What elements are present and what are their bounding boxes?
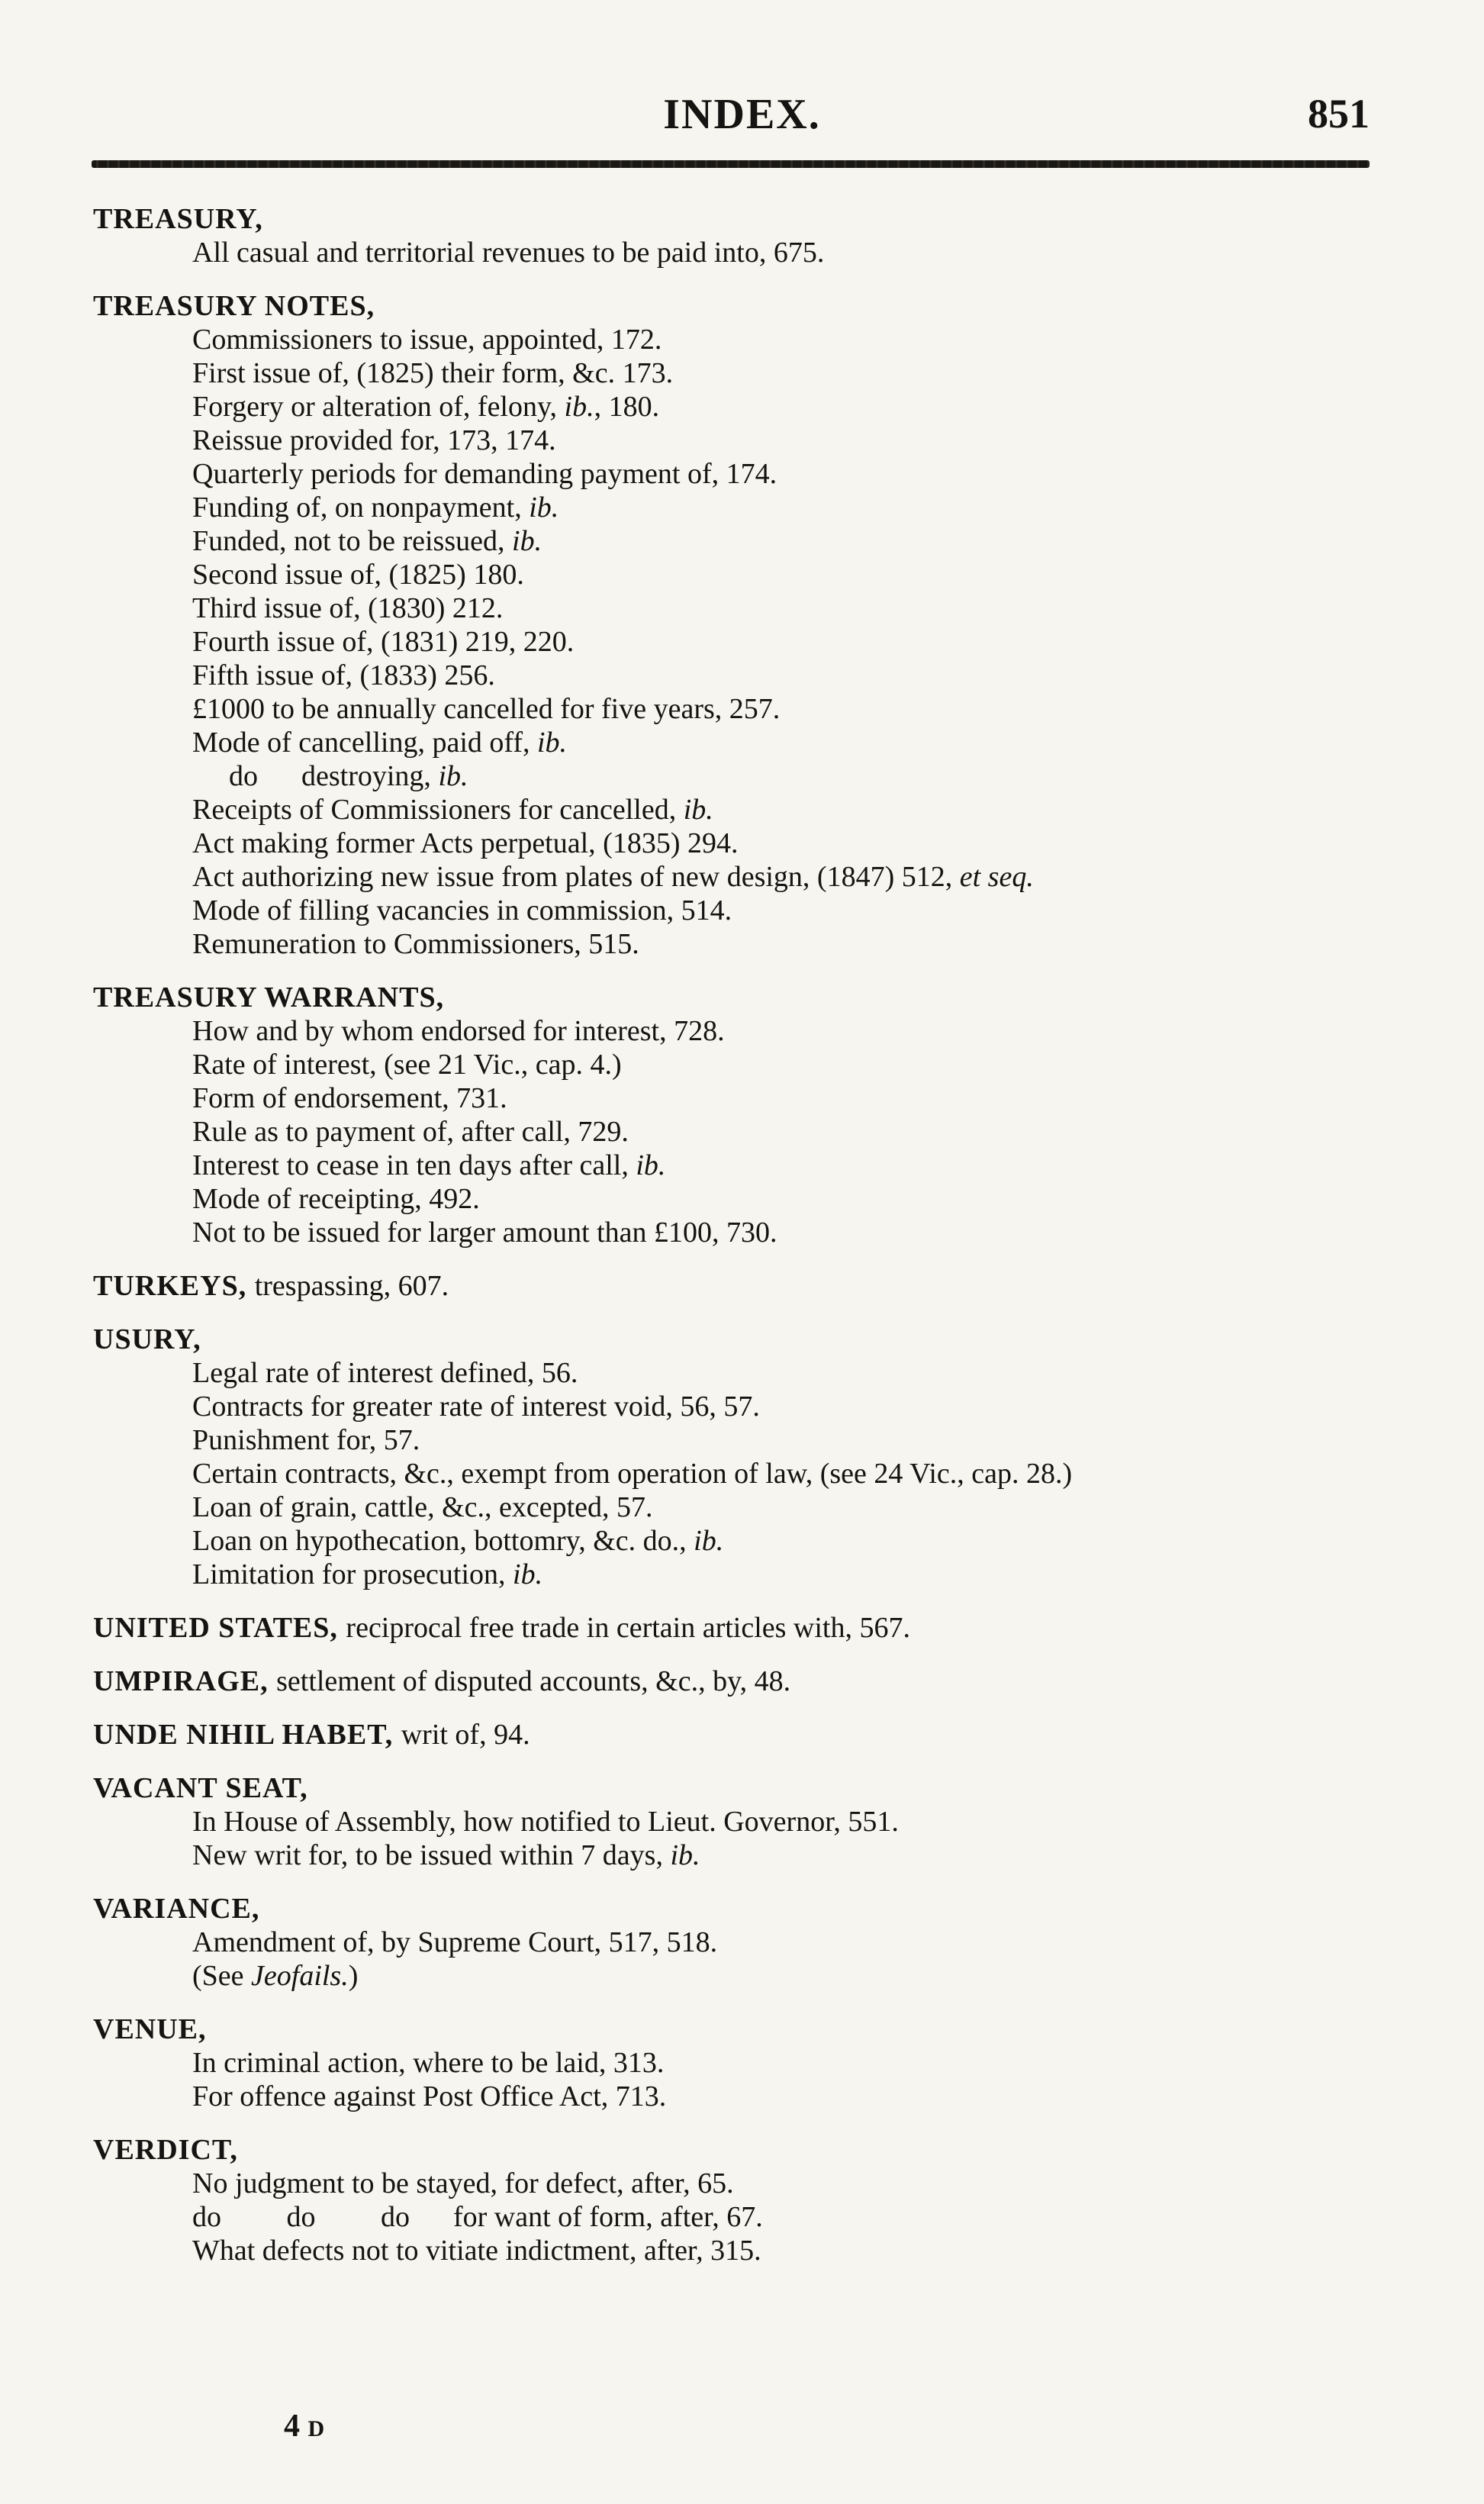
entry-subitem: Loan on hypothecation, bottomry, &c. do., ib. (192, 1525, 724, 1557)
entry-subitem: Funding of, on nonpayment, ib. (192, 491, 559, 524)
index-entry (93, 1269, 1390, 1303)
entry-subitem: Third issue of, (1830) 212. (192, 592, 504, 624)
entry-subitem: do do do for want of form, after, 67. (192, 2201, 763, 2233)
entry-heading (93, 1718, 1390, 1752)
entry-subitem: Fourth issue of, (1831) 219, 220. (192, 626, 575, 658)
entry-heading-detail: settlement of disputed accounts, &c., by, 48. (276, 1665, 791, 1697)
signature-mark (284, 2408, 324, 2444)
entry-heading-text: USURY, (93, 1323, 201, 1355)
page-header (0, 90, 1484, 143)
entry-subitem: How and by whom endorsed for interest, 728. (192, 1015, 725, 1047)
entry-subitem: Contracts for greater rate of interest void, 56, 57. (192, 1391, 760, 1423)
index-entry (93, 2133, 1390, 2267)
entry-heading (93, 202, 1390, 236)
entry-subitem: Mode of filling vacancies in commission, 514. (192, 894, 732, 927)
entry-subitem: Rule as to payment of, after call, 729. (192, 1116, 629, 1148)
entry-heading-text: VERDICT, (93, 2134, 238, 2166)
index-entry (93, 1718, 1390, 1752)
entry-heading-detail: writ of, 94. (401, 1719, 530, 1751)
entry-heading (93, 289, 1390, 323)
entry-subitem: In criminal action, where to be laid, 313. (192, 2047, 665, 2079)
entry-subitem: Amendment of, by Supreme Court, 517, 518. (192, 1926, 718, 1958)
entry-subitem: New writ for, to be issued within 7 days, ib. (192, 1839, 700, 1871)
entry-subitem: Mode of cancelling, paid off, ib. (192, 727, 568, 759)
entry-heading-detail: reciprocal free trade in certain articles with, 567. (346, 1612, 910, 1644)
entry-subitem: Commissioners to issue, appointed, 172. (192, 324, 662, 356)
entry-subitem: Not to be issued for larger amount than £100, 730. (192, 1217, 777, 1249)
header-rule (92, 160, 1370, 168)
entry-heading (93, 1323, 1390, 1356)
entry-heading (93, 1771, 1390, 1805)
entry-subitem: Act authorizing new issue from plates of new design, (1847) 512, et seq. (192, 861, 1034, 893)
entry-subitem: Certain contracts, &c., exempt from operation of law, (see 24 Vic., cap. 28.) (192, 1458, 1073, 1490)
entry-heading (93, 2133, 1390, 2167)
entry-subitem: Second issue of, (1825) 180. (192, 559, 524, 591)
entry-subitem: Act making former Acts perpetual, (1835) 294. (192, 827, 739, 859)
entry-heading-text: VACANT SEAT, (93, 1772, 308, 1804)
entry-heading-text: VENUE, (93, 2013, 207, 2045)
index-entries (93, 202, 1390, 2287)
page-number: 851 (1308, 91, 1370, 137)
entry-subitem: Legal rate of interest defined, 56. (192, 1357, 578, 1389)
entry-subitem: Loan of grain, cattle, &c., excepted, 57. (192, 1491, 653, 1523)
entry-subitem: No judgment to be stayed, for defect, after, 65. (192, 2167, 734, 2199)
entry-heading-text: VARIANCE, (93, 1893, 260, 1925)
entry-heading (93, 2013, 1390, 2046)
entry-subitem: Reissue provided for, 173, 174. (192, 424, 556, 456)
entry-heading-text: TREASURY WARRANTS, (93, 981, 445, 1014)
index-entry (93, 1892, 1390, 1993)
index-entry (93, 981, 1390, 1249)
index-entry (93, 1664, 1390, 1698)
entry-subitem: First issue of, (1825) their form, &c. 173. (192, 357, 674, 389)
entry-subitem: do destroying, ib. (229, 760, 468, 792)
signature-letter: D (307, 2416, 325, 2441)
index-entry (93, 1323, 1390, 1591)
entry-subitem: Forgery or alteration of, felony, ib., 180. (192, 391, 660, 423)
entry-subitem: Rate of interest, (see 21 Vic., cap. 4.) (192, 1049, 622, 1081)
entry-heading (93, 1664, 1390, 1698)
entry-heading (93, 1269, 1390, 1303)
entry-subitem: Fifth issue of, (1833) 256. (192, 659, 495, 691)
entry-subitem: £1000 to be annually cancelled for five years, 257. (192, 693, 781, 725)
index-entry (93, 289, 1390, 961)
entry-subitem: What defects not to vitiate indictment, after, 315. (192, 2235, 761, 2267)
entry-heading (93, 1892, 1390, 1926)
entry-subitem: Limitation for prosecution, ib. (192, 1558, 543, 1590)
page-title: INDEX. (663, 91, 821, 138)
entry-subitem: Receipts of Commissioners for cancelled, ib. (192, 794, 713, 826)
entry-subitem: For offence against Post Office Act, 713. (192, 2080, 667, 2112)
index-entry (93, 1771, 1390, 1872)
entry-subitem: In House of Assembly, how notified to Lieut. Governor, 551. (192, 1806, 899, 1838)
entry-subitem: Remuneration to Commissioners, 515. (192, 928, 639, 960)
entry-subitem: All casual and territorial revenues to be paid into, 675. (192, 237, 825, 269)
entry-subitem: Form of endorsement, 731. (192, 1082, 507, 1114)
index-entry (93, 202, 1390, 269)
entry-subitem: (See Jeofails.) (192, 1960, 359, 1992)
index-entry (93, 2013, 1390, 2113)
entry-heading-text: TREASURY, (93, 203, 263, 235)
entry-subitem: Punishment for, 57. (192, 1424, 420, 1456)
entry-subitem: Quarterly periods for demanding payment of, 174. (192, 458, 777, 490)
entry-subitem: Funded, not to be reissued, ib. (192, 525, 542, 557)
entry-subitem: Interest to cease in ten days after call, ib. (192, 1149, 666, 1181)
entry-heading (93, 1611, 1390, 1645)
entry-heading-text: TREASURY NOTES, (93, 290, 375, 322)
entry-heading-text: TURKEYS, (93, 1270, 247, 1302)
entry-subitem: Mode of receipting, 492. (192, 1183, 480, 1215)
entry-heading-text: UNITED STATES, (93, 1612, 338, 1644)
index-entry (93, 1611, 1390, 1645)
signature-number: 4 (284, 2409, 300, 2444)
entry-heading-detail: trespassing, 607. (254, 1270, 449, 1302)
entry-heading-text: UMPIRAGE, (93, 1665, 269, 1697)
entry-heading (93, 981, 1390, 1014)
entry-heading-text: UNDE NIHIL HABET, (93, 1719, 394, 1751)
